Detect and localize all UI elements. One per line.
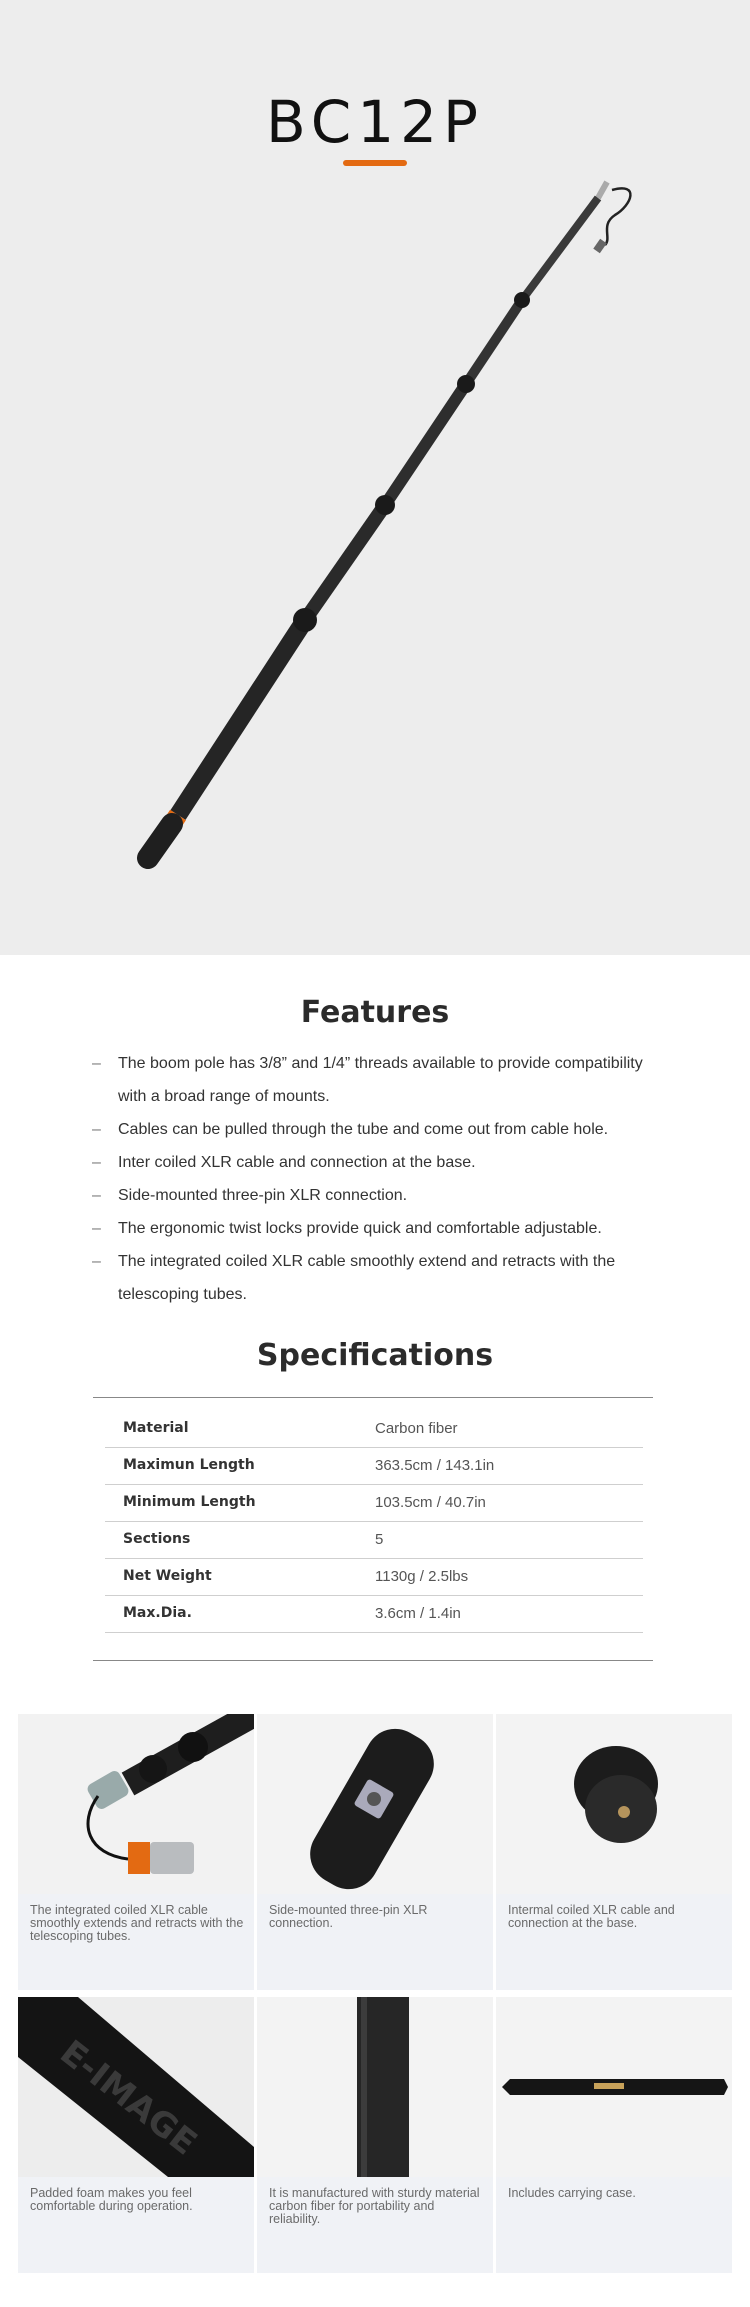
spec-label: Net Weight: [123, 1568, 212, 1584]
gallery-card: [496, 1714, 732, 1990]
spec-value: Carbon fiber: [375, 1420, 458, 1437]
features-list: [92, 1047, 662, 1311]
feature-gallery: [18, 1714, 732, 2280]
spec-value: 1130g / 2.5lbs: [375, 1568, 469, 1585]
spec-row: [105, 1559, 643, 1596]
spec-value: 103.5cm / 40.7in: [375, 1494, 486, 1511]
spec-row: [105, 1411, 643, 1448]
feature-item: – Cables can be pulled through the tube and come out from cable hole.: [92, 1121, 609, 1138]
spec-label: Max.Dia.: [123, 1605, 192, 1621]
gallery-caption: Intermal coiled XLR cable and connection at the base.: [508, 1903, 675, 1930]
side-xlr-connector-photo: [257, 1714, 493, 1894]
spec-value: 5: [375, 1531, 384, 1548]
spec-row: [105, 1522, 643, 1559]
spec-row: [105, 1485, 643, 1522]
feature-item: – Side-mounted three-pin XLR connection.: [92, 1187, 408, 1204]
spec-label: Sections: [123, 1531, 191, 1547]
gallery-caption: The integrated coiled XLR cable smoothly extends and retracts with the telescoping tubes.: [30, 1903, 244, 1943]
spec-value: 363.5cm / 143.1in: [375, 1457, 495, 1474]
feature-item: – The ergonomic twist locks provide quick and comfortable adjustable.: [92, 1220, 602, 1237]
gallery-card: [18, 1714, 254, 1990]
product-title: BC12P: [265, 88, 485, 156]
base-end-cap-photo: [496, 1714, 732, 1894]
spec-label: Material: [123, 1420, 189, 1436]
gallery-caption: Padded foam makes you feel comfortable during operation.: [30, 2186, 193, 2213]
gallery-caption: It is manufactured with sturdy material carbon fiber for portability and reliability.: [269, 2186, 480, 2226]
feature-item: – Inter coiled XLR cable and connection at the base.: [92, 1154, 476, 1171]
coiled-xlr-cable-photo: [18, 1714, 254, 1894]
spec-row: [105, 1448, 643, 1485]
carrying-case-photo: [496, 1997, 732, 2177]
specifications-table: [93, 1397, 653, 1661]
spec-label: Maximun Length: [123, 1457, 255, 1473]
boom-pole-image: [0, 0, 750, 955]
feature-item: – The integrated coiled XLR cable smoothly extend and retracts with the telescoping tubes.: [92, 1253, 616, 1303]
gallery-card: [18, 1997, 254, 2273]
gallery-caption: Side-mounted three-pin XLR connection.: [269, 1903, 428, 1930]
spec-label: Minimum Length: [123, 1494, 256, 1510]
carbon-fiber-tube-photo: [257, 1997, 493, 2177]
foam-grip-logo-photo: [18, 1997, 254, 2177]
feature-item: – The boom pole has 3/8” and 1/4” threads available to provide compatibility with a broad range of mounts.: [92, 1055, 643, 1105]
brand-logo-text: E-IMAGE: [52, 2032, 205, 2164]
spec-value: 3.6cm / 1.4in: [375, 1605, 461, 1622]
features-heading: Features: [300, 995, 450, 1030]
specifications-heading: Specifications: [256, 1338, 494, 1373]
gallery-card: [496, 1997, 732, 2273]
hero-banner: [0, 0, 750, 955]
spec-row: [105, 1596, 643, 1633]
gallery-card: [257, 1997, 493, 2273]
gallery-card: [257, 1714, 493, 1990]
gallery-caption: Includes carrying case.: [508, 2186, 636, 2200]
